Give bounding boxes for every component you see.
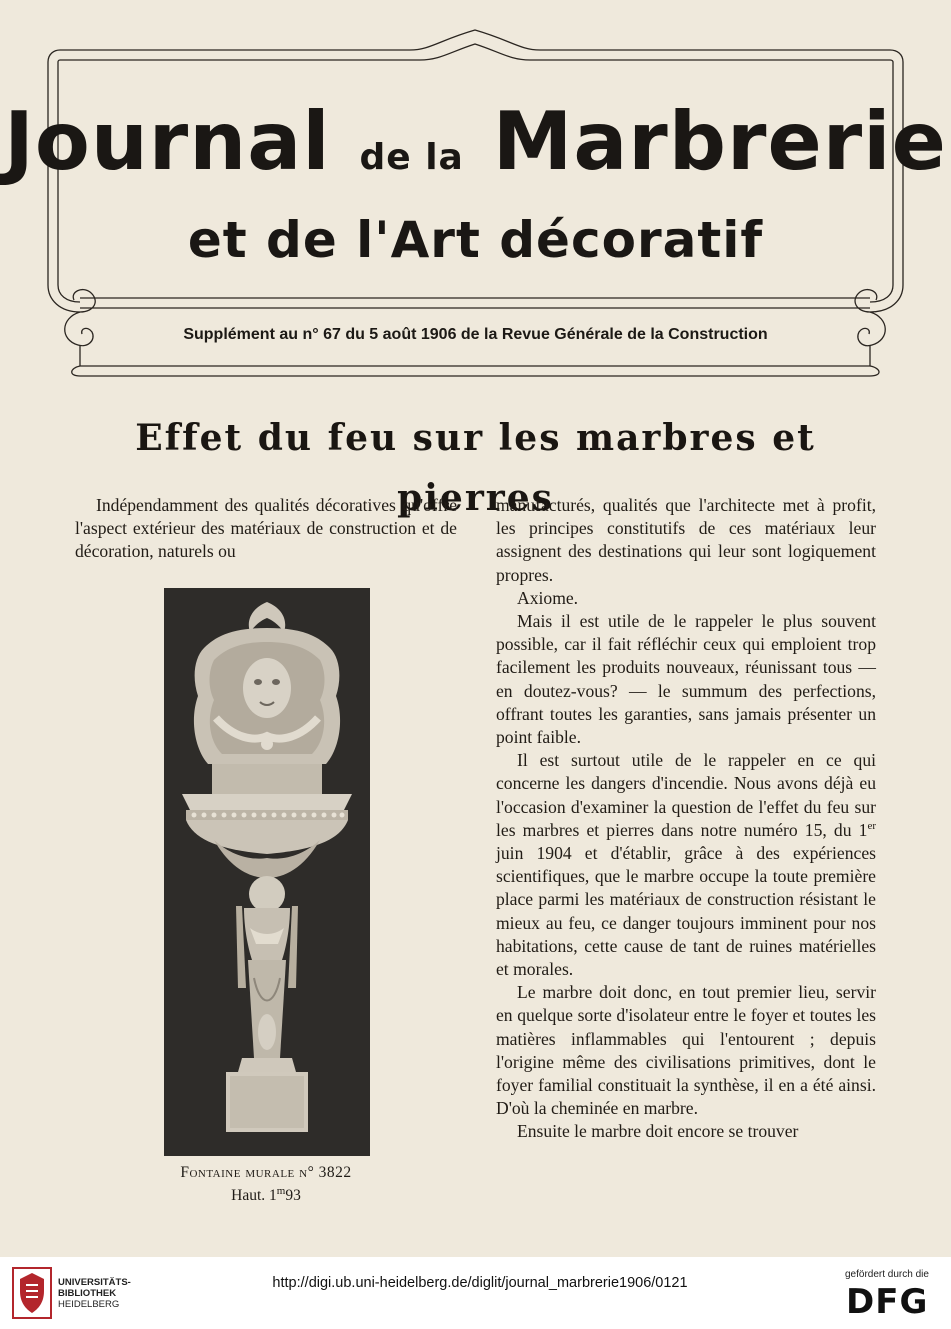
right-continuation: manufacturés, qualités que l'architecte met à profit, les principes constitutifs de ces matériaux leur assignent des destinations qui leur sont logiquement propres. [496, 495, 876, 585]
footer-bar [0, 1257, 951, 1329]
right-paragraph-marbre: Le marbre doit donc, en tout premier lieu, servir en quelque sorte d'isolateur entre le foyer et toutes les matières inflammables qui l'entourent ; depuis l'origine même des civilisations primitives, dont le foyer familial constituait la synthèse, il en a été ainsi. D'où la cheminée en marbre. [496, 982, 876, 1119]
left-paragraph-1: Indépendamment des qualités décoratives qu'offre l'aspect extérieur des matériaux de construction et de décoration, naturels ou [75, 495, 457, 562]
permalink-url[interactable]: http://digi.ub.uni-heidelberg.de/diglit/journal_marbrerie1906/0121 [272, 1275, 688, 1291]
fountain-photo [164, 588, 370, 1156]
dfg-logo: DFG [846, 1282, 929, 1322]
masthead-title [0, 92, 951, 192]
figure-caption-height [75, 1184, 457, 1205]
right-column [496, 494, 876, 1144]
supplement-line: Supplément au n° 67 du 5 août 1906 de la Revue Générale de la Construction [183, 326, 768, 343]
figure-caption-title: Fontaine murale n° 3822 [180, 1164, 352, 1181]
uni-line-2: BIBLIOTHEK [58, 1288, 117, 1299]
figure-caption-haut: Haut. 1 [231, 1187, 277, 1204]
figure-caption-unit: m [276, 1184, 286, 1197]
right-paragraph-incendie [496, 749, 876, 981]
right-paragraph-axiome: Axiome. [517, 587, 579, 608]
masthead-title-journal: Journal [4, 95, 331, 188]
masthead-title-de-la: de la [359, 137, 464, 178]
incendie-text-part2: juin 1904 et d'établir, grâce à des expériences scientifiques, que le marbre occupe la toute première place parmi les matériaux de construction résistant le mieux au feu, ce danger toujours imminent pour nos habitations, cette cause de tant de ruines matérielles et morales. [496, 843, 876, 980]
incendie-sup: er [867, 819, 876, 832]
uni-line-1: UNIVERSITÄTS- [58, 1277, 131, 1288]
incendie-text-part1: Il est surtout utile de le rappeler en ce qui concerne les dangers d'incendie. Nous avons déjà eu l'occasion d'examiner la question de l'effet du feu sur les marbres et pierres dans notre numéro 15, du 1 [496, 750, 876, 840]
funding-label: gefördert durch die [845, 1269, 929, 1280]
university-library-name [58, 1277, 168, 1310]
right-paragraph-rappeler: Mais il est utile de le rappeler le plus souvent possible, car il fait réfléchir ceux qui emploient trop facilement les produits nouveaux, réunissant tous — en doutez-vous? — le summum des perfections, offrant toutes les garanties, sans jamais présenter un point faible. [496, 611, 876, 748]
university-seal-icon [12, 1267, 52, 1319]
uni-line-3: HEIDELBERG [58, 1299, 120, 1310]
masthead-title-marbrerie: Marbrerie [492, 95, 947, 188]
article-title: Effet du feu sur les marbres et pierres [135, 417, 816, 519]
figure-caption-value: 93 [285, 1187, 301, 1204]
left-column [75, 494, 457, 564]
masthead-subtitle: et de l'Art décoratif [187, 211, 764, 269]
right-paragraph-ensuite: Ensuite le marbre doit encore se trouver [517, 1121, 799, 1142]
